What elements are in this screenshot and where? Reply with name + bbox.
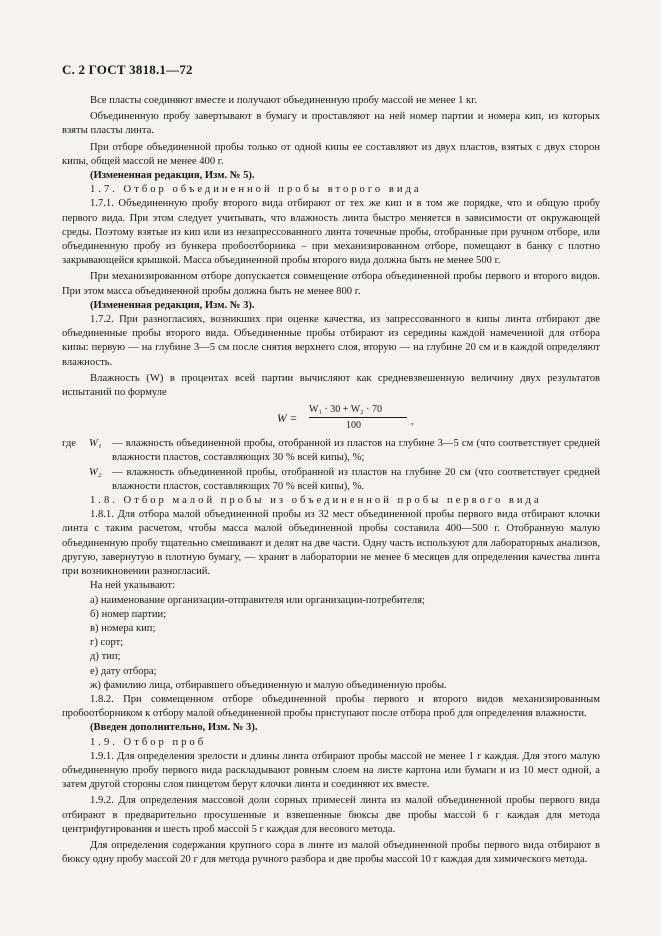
list-item: г) сорт; bbox=[90, 637, 124, 649]
section-heading-1-9: 1.9. Отбор проб bbox=[90, 736, 207, 748]
symbol-w1: W₁ bbox=[89, 438, 102, 450]
definition-w1: — влажность объединенной пробы, отобранной из пластов на глубине 3—5 см (что соответствует средней влажности пластов, составляющих 30 % всей кипы), %; bbox=[112, 438, 600, 464]
paragraph-1-9-2: 1.9.2. Для определения массовой доли сорных примесей линта из малой объединенной пробы первого вида отбирают в предварительно просушенные и взвешенные бюксы две пробы массой 6 г каждая для метода центрифугирования и шесть проб массой 5 г каждая для весового метода. bbox=[62, 795, 600, 835]
document-body bbox=[62, 94, 600, 867]
paragraph-1-9-1: 1.9.1. Для определения зрелости и длины линта отбирают пробы массой не менее 1 г каждая. Для этого малую объединенную пробу первого вида раскладывают ровным слоем на листе картона или бумаги и из 10 мест одной, а затем другой стороны слоя пинцетом берут клочки линта и соединяют их вместе. bbox=[62, 750, 600, 791]
moisture-formula bbox=[62, 403, 600, 435]
edit-note: (Измененная редакция, Изм. № 5). bbox=[90, 170, 255, 182]
list-intro: На ней указывают: bbox=[90, 580, 175, 592]
paragraph: При механизированном отборе допускается совмещение отбора объединенной пробы первого и второго видов. При этом масса объединенной пробы должна быть не менее 800 г. bbox=[62, 271, 600, 297]
edit-note: (Введен дополнительно, Изм. № 3). bbox=[90, 722, 258, 734]
symbol-w2: W₂ bbox=[89, 466, 102, 478]
list-item: е) дату отбора; bbox=[90, 665, 157, 677]
paragraph: Для определения содержания крупного сора в линте из малой объединенной пробы первого вида отбирают в бюксу одну пробу массой 20 г для метода ручного разбора и две пробы массой 10 г каждая для химического метода. bbox=[62, 839, 600, 866]
paragraph: При отборе объединенной пробы только от одной кипы ее составляют из двух пластов, взятых с двух сторон кипы, общей массой не менее 400 г. bbox=[62, 141, 600, 167]
where-w2 bbox=[62, 466, 600, 494]
formula-numerator: W₁ · 30 + W₂ · 70 bbox=[309, 404, 382, 416]
where-label: где bbox=[62, 438, 76, 450]
list-item: а) наименование организации-отправителя или организации-потребителя; bbox=[90, 594, 425, 606]
section-heading-1-8: 1.8. Отбор малой пробы из объединенной пробы первого вида bbox=[90, 495, 542, 507]
definition-w2: — влажность объединенной пробы, отобранной из пластов на глубине 20 см (что соответствует средней влажности пластов, составляющих 70 % всей кипы), %. bbox=[112, 466, 600, 492]
formula-denominator: 100 bbox=[346, 420, 361, 432]
paragraph: Все пласты соединяют вместе и получают объединенную пробу массой не менее 1 кг. bbox=[90, 95, 478, 106]
formula-end: , bbox=[411, 416, 414, 428]
formula-lhs: W = bbox=[277, 413, 298, 426]
list-item: д) тип; bbox=[90, 651, 121, 663]
edit-note: (Измененная редакция, Изм. № 3). bbox=[90, 299, 255, 311]
list-item: в) номера кип; bbox=[90, 622, 156, 634]
paragraph: Влажность (W) в процентах всей партии вычисляют как средневзвешенную величину двух результатов испытаний по формуле bbox=[62, 372, 600, 399]
list-item: б) номер партии; bbox=[90, 608, 167, 620]
where-w1 bbox=[62, 437, 600, 465]
fraction-bar bbox=[309, 417, 407, 418]
paragraph-1-7-2: 1.7.2. При разногласиях, возникших при оценке качества, из запрессованного в кипы линта отбирают две объединенные пробы второго вида. Объединенные пробы отбирают из середины каждой намеченной для отбора кипы: первую — на глубине 3—5 см после снятия верхнего слоя, вторую — на глубине 20 см и в каждой определяют влажность. bbox=[62, 314, 600, 368]
section-heading-1-7: 1.7. Отбор объединенной пробы второго вида bbox=[90, 184, 422, 196]
paragraph-1-8-2: 1.8.2. При совмещенном отборе объединенной пробы первого и второго видов механизированным пробоотборником к отбору малой объединенной пробы приступают после отбора проб для определения влажности. bbox=[62, 693, 600, 720]
label-items-list bbox=[62, 594, 600, 693]
paragraph-1-8-1: 1.8.1. Для отбора малой объединенной пробы из 32 мест объединенной пробы первого вида отбирают клочки линта с таким расчетом, чтобы масса малой объединенной пробы составила 400—500 г. Отобранную малую объединенную пробу тщательно смешивают и делят на две части. Одну часть используют для лабораторных анализов, другую, завернутую в плотную бумагу, — хранят в лаборатории не менее 6 месяцев для определения качества линта при возникновении разногласий. bbox=[62, 509, 600, 578]
paragraph-1-7-1: 1.7.1. Объединенную пробу второго вида отбирают от тех же кип и в том же порядке, что и общую пробу первого вида. При этом следует учитывать, что влажность линта быстро меняется в зависимости от окружающей среды. Поэтому взятые из кип или из незапрессованного линта точечные пробы, отобранные при ручном отборе, или объединенную пробу из бункера пробоотборника – при механизированном отборе, помещают в банку с плотно закрывающейся крышкой. Масса объединенной пробы второго вида должна быть не менее 500 г. bbox=[62, 198, 600, 267]
paragraph: Объединенную пробу завертывают в бумагу и проставляют на ней номер партии и номера кип, из которых взяты пласты линта. bbox=[62, 111, 600, 137]
list-item: ж) фамилию лица, отбиравшего объединенную и малую объединенную пробы. bbox=[90, 679, 447, 691]
page-header: С. 2 ГОСТ 3818.1—72 bbox=[62, 62, 193, 77]
